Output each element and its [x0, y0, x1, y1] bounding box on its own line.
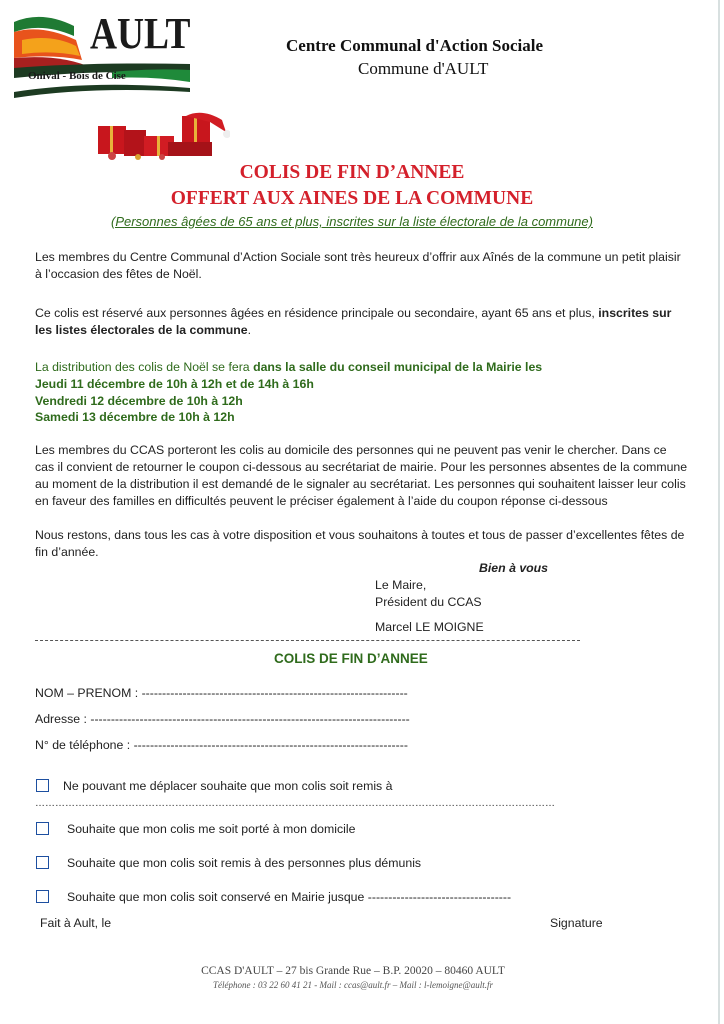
header-subtitle: Commune d'AULT [358, 59, 489, 78]
distribution-date: Samedi 13 décembre de 10h à 12h [35, 410, 235, 424]
intro-paragraph-line: Les membres du Centre Communal d’Action Sociale sont très heureux d’offrir aux Aînés de la commune un petit plaisir [35, 250, 681, 264]
text: Ce colis est réservé aux personnes âgées en résidence principale ou secondaire, ayant 65 ans et plus, [35, 306, 599, 320]
home-delivery-paragraph-line: cas il convient de retourner le coupon ci-dessous au secrétariat de mairie. Pour les personnes absentes de la commune [35, 460, 688, 474]
phone-field[interactable]: N° de téléphone : ------------------------------------------------------------------- [35, 738, 408, 752]
text-bold: inscrites sur [598, 306, 672, 320]
home-delivery-paragraph-line: en faveur des familles en difficultés peuvent le préciser également à l’aide du coupon réponse ci-dessous [35, 494, 608, 508]
option-checkbox[interactable] [36, 890, 49, 903]
distribution-date: Jeudi 11 décembre de 10h à 12h et de 14h à 16h [35, 377, 314, 391]
title-line-2: OFFERT AUX AINES DE LA COMMUNE [170, 188, 534, 209]
option-label: Souhaite que mon colis me soit porté à mon domicile [67, 822, 356, 836]
text: La distribution des colis de Noël se fera [35, 360, 254, 374]
eligibility-paragraph [35, 306, 671, 320]
logo-name: AULT [90, 9, 191, 58]
option-checkbox[interactable] [36, 779, 49, 792]
option-checkbox[interactable] [36, 856, 49, 869]
text-bold: les listes électorales de la commune [35, 323, 248, 337]
distribution-intro [35, 360, 542, 374]
footer-address: CCAS D'AULT – 27 bis Grande Rue – B.P. 20020 – 80460 AULT [201, 965, 505, 977]
option-checkbox[interactable] [36, 822, 49, 835]
option-label: Souhaite que mon colis soit conservé en Mairie jusque ----------------------------------- [67, 890, 512, 904]
option-label: Ne pouvant me déplacer souhaite que mon colis soit remis à [63, 779, 393, 793]
title-subtitle: (Personnes âgées de 65 ans et plus, inscrites sur la liste électorale de la commune) [111, 214, 593, 229]
intro-paragraph-line: à l’occasion des fêtes de Noël. [35, 267, 202, 281]
ault-logo [12, 10, 192, 100]
signatory-name: Marcel LE MOIGNE [375, 620, 484, 634]
title-line-1: COLIS DE FIN D’ANNEE [239, 162, 465, 183]
eligibility-paragraph-line-2 [35, 323, 251, 337]
option-dots-line[interactable]: ………………………………………………………………………………………………………………………………………… [35, 798, 555, 809]
distribution-date: Vendredi 12 décembre de 10h à 12h [35, 394, 243, 408]
address-field[interactable]: Adresse : ------------------------------------------------------------------------------ [35, 712, 410, 726]
cut-line [35, 640, 580, 641]
header-title: Centre Communal d'Action Sociale [286, 36, 544, 55]
coupon-title: COLIS DE FIN D’ANNEE [274, 651, 428, 666]
footer-contact: Téléphone : 03 22 60 41 21 - Mail : ccas@ault.fr – Mail : l-lemoigne@ault.fr [212, 980, 494, 990]
signature-label: Signature [550, 916, 603, 930]
text: . [247, 323, 251, 337]
home-delivery-paragraph-line: au moment de la distribution il est demandé de le signaler au secrétariat. Les personnes qui souhaitent laisser leur colis [35, 477, 686, 491]
logo-tagline: Onival - Bois de Cise [28, 70, 126, 82]
closing-paragraph-line: fin d’année. [35, 545, 99, 559]
place-date-label: Fait à Ault, le [40, 916, 112, 930]
name-field[interactable]: NOM – PRENOM : ----------------------------------------------------------------- [35, 686, 408, 700]
home-delivery-paragraph-line: Les membres du CCAS porteront les colis au domicile des personnes qui ne peuvent pas venir le chercher. Dans ce [35, 443, 667, 457]
closing-greeting: Bien à vous [479, 561, 549, 575]
signatory-role: Président du CCAS [375, 595, 482, 609]
closing-paragraph-line: Nous restons, dans tous les cas à votre disposition et vous souhaitons à toutes et tous de passer d’excellentes fêtes de [35, 528, 685, 542]
option-label: Souhaite que mon colis soit remis à des personnes plus démunis [67, 856, 422, 870]
christmas-gifts-image [98, 112, 230, 160]
text-bold: dans la salle du conseil municipal de la Mairie les [253, 360, 543, 374]
signatory-role: Le Maire, [375, 578, 427, 592]
page-edge [718, 0, 720, 1024]
